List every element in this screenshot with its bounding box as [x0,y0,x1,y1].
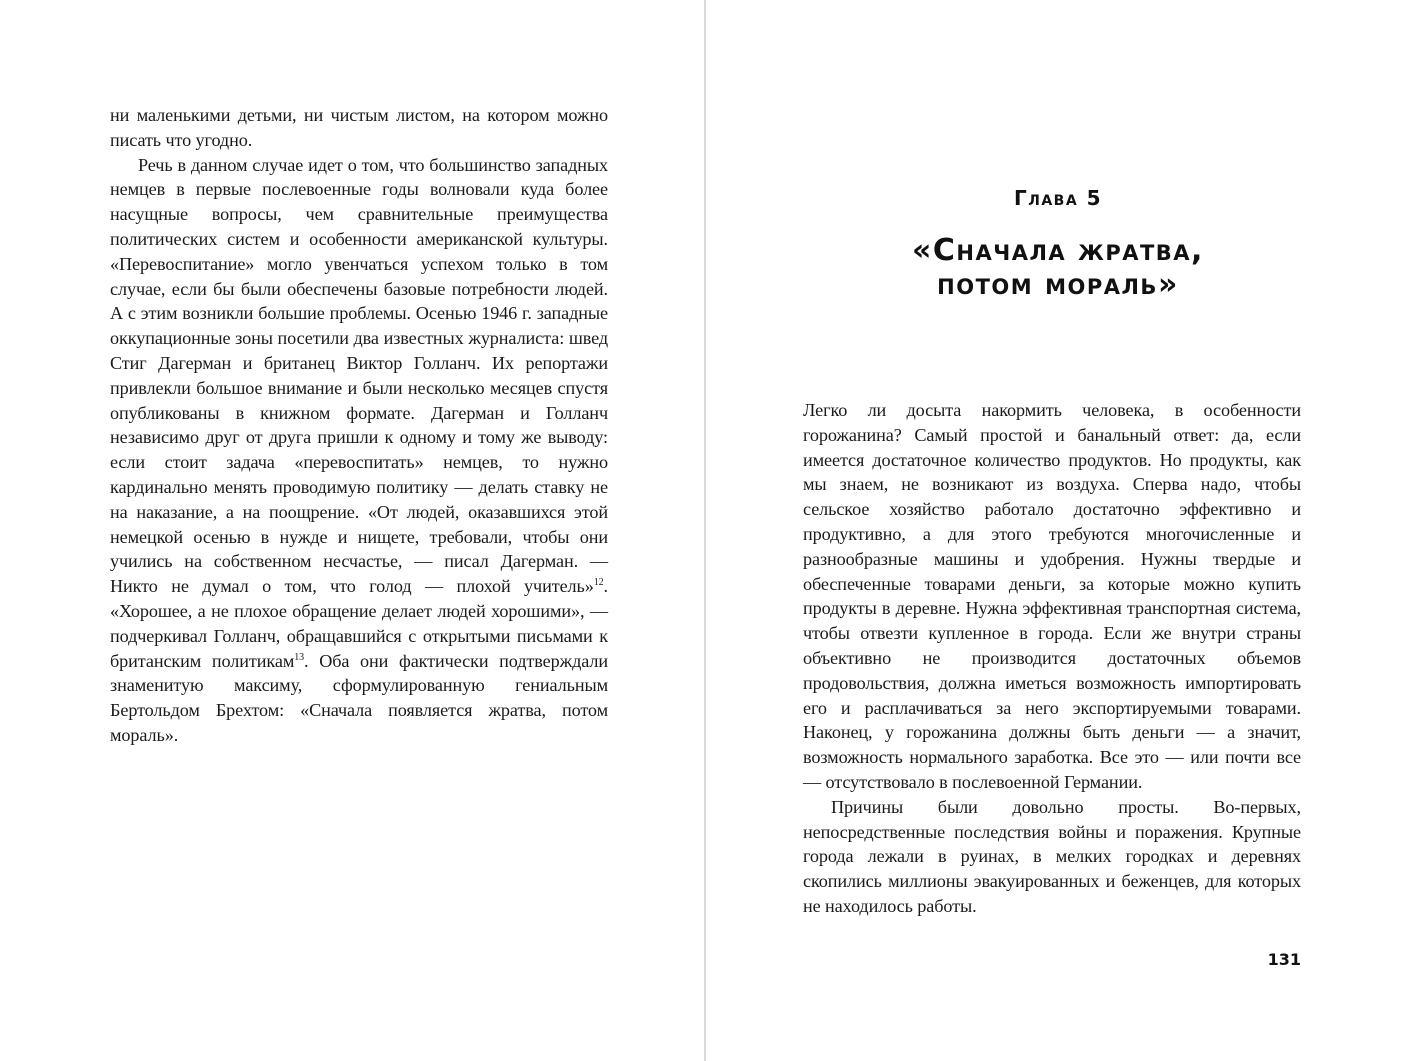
paragraph [803,795,1301,919]
paragraph-text: Причины были довольно просты. Во-первых, непосредственные последствия войны и поражения. Крупные города лежали в руинах, в мелких городках и деревнях скопились миллионы эвакуированных и беженцев, для которых не находилось работы. [803,796,1301,916]
chapter-title [706,234,1410,302]
paragraph-text: ни маленькими детьми, ни чистым листом, на котором можно писать что угодно. [110,105,608,150]
paragraph [110,153,608,748]
paragraph-text: Речь в данном случае идет о том, что большинство западных немцев в первые послевоенные годы волновали куда более насущные вопросы, чем сравнительные преимущества политических систем и особенности американской культуры. «Перевоспитание» могло увенчаться успехом только в том случае, если бы были обеспечены базовые потребности людей. А с этим возникли большие проблемы. Осенью 1946 г. западные оккупационные зоны посетили два известных журналиста: швед Стиг Дагерман и британец Виктор Голланч. Их репортажи привлекли большое внимание и были несколько месяцев спустя опубликованы в книжном формате. Дагерман и Голланч независимо друг от друга пришли к одному и тому же выводу: если стоит задача «перевоспитать» немцев, то нужно кардинально менять проводимую политику — делать ставку не на наказание, а на поощрение. «От людей, оказавшихся этой немецкой осенью в нужде и нищете, требовали, чтобы они учились на собственном несчастье, — писал Дагерман. — Никто не думал о том, что голод — плохой учитель» [110,154,608,597]
chapter-title-line-1: «Сначала жратва, [912,233,1204,268]
left-page [0,0,704,1061]
chapter-title-line-2: потом мораль» [937,267,1179,302]
paragraph-text: . Оба они фактически подтверждали знаменитую максиму, сформулированную гениальным Бертольдом Брехтом: «Сначала появляется жратва, потом мораль». [110,650,608,745]
paragraph [110,103,608,153]
footnote-ref: 13 [294,651,305,663]
page-number: 131 [1267,950,1301,969]
paragraph [803,398,1301,795]
paragraph-text: . «Хорошее, а не плохое обращение делает людей хорошими», — подчеркивал Голланч, обращавшийся с открытыми письмами к британским политикам [110,576,608,671]
right-page [706,0,1410,1061]
right-page-text [803,398,1301,919]
paragraph-text: Легко ли досыта накормить человека, в особенности горожанина? Самый простой и банальный ответ: да, если имеется достаточное количество продуктов. Но продукты, как мы знаем, не возникают из воздуха. Сперва надо, чтобы сельское хозяйство работало достаточно эффективно и продуктивно, а для этого требуются многочисленные и разнообразные машины и удобрения. Нужны твердые и обеспеченные товарами деньги, за которые можно купить продукты в деревне. Нужна эффективная транспортная система, чтобы отвезти купленное в города. Если же внутри страны объективно не производится достаточных объемов продовольствия, должна иметься возможность импортировать его и расплачиваться за него экспортируемыми товарами. Наконец, у горожанина должны быть деньги — а значит, возможность нормального заработка. Все это — или почти все — отсутствовало в послевоенной Германии. [803,400,1301,792]
footnote-ref: 12 [593,577,604,589]
left-page-text [110,103,608,748]
chapter-label: Глава 5 [1013,186,1103,210]
